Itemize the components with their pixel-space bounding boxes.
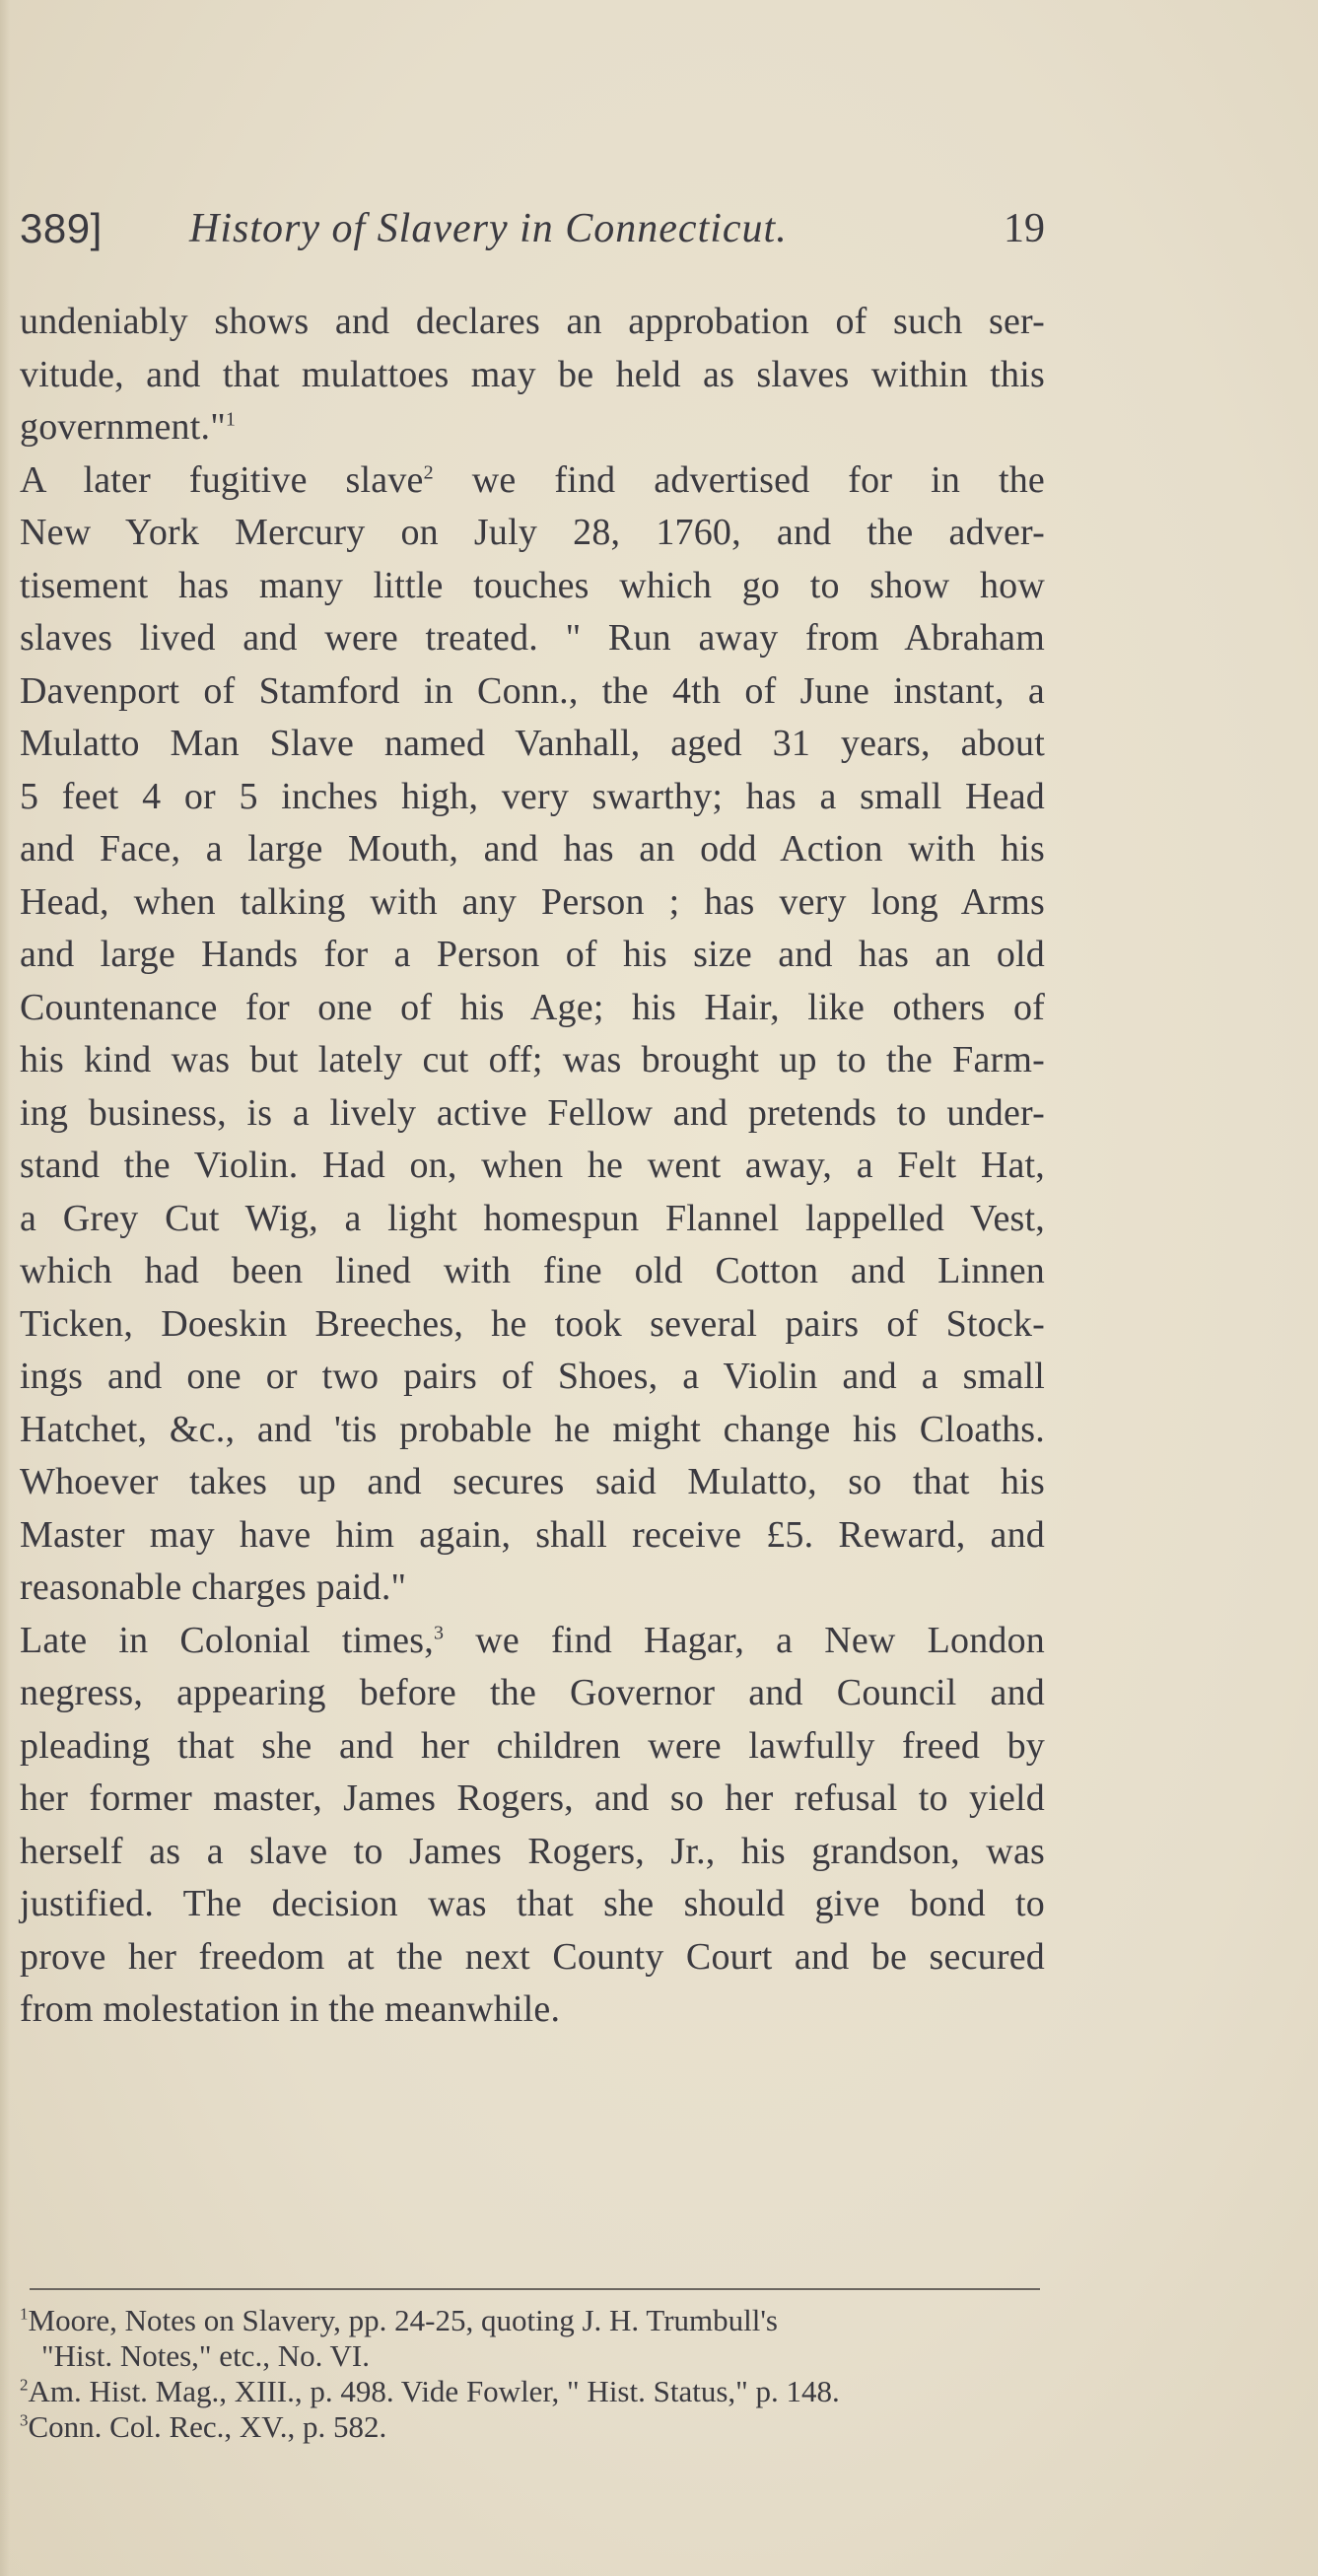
line-text-continued: we find advertised for in the — [433, 458, 1045, 501]
footnote-text: Moore, Notes on Slavery, pp. 24-25, quoting J. H. Trumbull's — [28, 2303, 778, 2337]
line-text: ings and one or two pairs of Shoes, a Violin and a small — [20, 1356, 1045, 1397]
body-text — [20, 296, 1045, 2037]
text-line — [20, 1034, 1045, 1087]
text-line — [20, 1773, 1045, 1826]
text-line — [20, 823, 1045, 876]
text-line — [20, 401, 1045, 454]
text-line — [20, 1667, 1045, 1720]
line-text: A later fugitive slave — [20, 458, 424, 501]
footnote-marker: 2 — [423, 460, 434, 483]
text-line — [20, 1984, 1045, 2037]
text-line — [20, 1140, 1045, 1193]
footnote-number: 2 — [20, 2375, 29, 2395]
text-line — [20, 1720, 1045, 1774]
spine-shadow — [0, 0, 10, 2576]
text-line — [20, 876, 1045, 930]
line-text: slaves lived and were treated. " Run away from Abraham — [20, 617, 1045, 659]
line-text: which had been lined with fine old Cotton and Linnen — [20, 1250, 1045, 1291]
text-line — [20, 771, 1045, 824]
line-text: Hatchet, &c., and 'tis probable he might change his Cloaths. — [20, 1408, 1045, 1450]
page-number: 19 — [1004, 206, 1045, 251]
text-line — [20, 1456, 1045, 1509]
footnote-text: Am. Hist. Mag., XIII., p. 498. Vide Fowler, " Hist. Status," p. 148. — [28, 2374, 840, 2408]
line-text-continued: we find Hagar, a New London — [444, 1619, 1046, 1661]
line-text: Ticken, Doeskin Breeches, he took several pairs of Stock- — [20, 1302, 1045, 1345]
line-text: vitude, and that mulattoes may be held as slaves within this — [20, 353, 1045, 395]
text-line — [20, 296, 1045, 349]
text-line — [20, 1404, 1045, 1457]
line-text: New York Mercury on July 28, 1760, and the adver- — [20, 512, 1045, 553]
footnote-marker: 3 — [433, 1621, 445, 1643]
line-text: prove her freedom at the next County Court and be secured — [20, 1935, 1045, 1978]
running-header — [20, 205, 1045, 264]
header-page-range: 389] — [20, 205, 103, 251]
line-text: Davenport of Stamford in Conn., the 4th of June instant, a — [20, 669, 1045, 712]
text-line — [20, 982, 1045, 1035]
line-text: her former master, James Rogers, and so her refusal to yield — [20, 1777, 1045, 1819]
text-line — [20, 1562, 1045, 1615]
header-title: History of Slavery in Connecticut. — [189, 206, 788, 251]
footnote — [20, 2409, 1045, 2445]
footnote-text: Conn. Col. Rec., XV., p. 582. — [28, 2409, 387, 2444]
footnote-number: 3 — [20, 2410, 29, 2430]
line-text: Master may have him again, shall receive £5. Reward, and — [20, 1513, 1045, 1556]
line-text: from molestation in the meanwhile. — [20, 1988, 561, 2030]
text-line — [20, 1298, 1045, 1352]
line-text: and large Hands for a Person of his size and has an old — [20, 934, 1045, 975]
line-text: justified. The decision was that she should give bond to — [20, 1883, 1045, 1924]
line-text: 5 feet 4 or 5 inches high, very swarthy; has a small Head — [20, 775, 1045, 817]
text-line — [20, 612, 1045, 665]
line-text: Whoever takes up and secures said Mulatto, so that his — [20, 1461, 1045, 1502]
text-line — [20, 1087, 1045, 1141]
line-text: Late in Colonial times, — [20, 1619, 434, 1661]
line-text: reasonable charges paid." — [20, 1566, 407, 1608]
text-line — [20, 1509, 1045, 1563]
text-line — [20, 665, 1045, 719]
line-text: government." — [20, 406, 226, 448]
text-line — [20, 507, 1045, 560]
line-text: herself as a slave to James Rogers, Jr., his grandson, was — [20, 1830, 1045, 1872]
footnote-rule — [30, 2288, 1040, 2290]
footnote-number: 1 — [20, 2304, 29, 2324]
text-line — [20, 1826, 1045, 1879]
text-line — [20, 454, 1045, 508]
text-line — [20, 1878, 1045, 1931]
line-text: stand the Violin. Had on, when he went away, a Felt Hat, — [20, 1145, 1045, 1186]
text-line — [20, 1193, 1045, 1246]
line-text: his kind was but lately cut off; was brought up to the Farm- — [20, 1039, 1045, 1080]
text-line — [20, 1931, 1045, 1984]
line-text: undeniably shows and declares an approbation of such ser- — [20, 301, 1045, 342]
line-text: a Grey Cut Wig, a light homespun Flannel lappelled Vest, — [20, 1197, 1045, 1239]
text-line — [20, 929, 1045, 982]
text-line — [20, 349, 1045, 402]
line-text: negress, appearing before the Governor and Council and — [20, 1672, 1045, 1713]
text-line — [20, 560, 1045, 613]
line-text: ing business, is a lively active Fellow and pretends to under- — [20, 1091, 1045, 1134]
line-text: Mulatto Man Slave named Vanhall, aged 31 years, about — [20, 723, 1045, 764]
text-line — [20, 1351, 1045, 1404]
line-text: Head, when talking with any Person ; has very long Arms — [20, 880, 1045, 923]
footnote — [20, 2338, 1045, 2374]
footnote — [20, 2374, 1045, 2409]
text-line — [20, 1615, 1045, 1668]
line-text: tisement has many little touches which go to show how — [20, 564, 1045, 606]
footnotes — [20, 2303, 1045, 2445]
text-line — [20, 718, 1045, 771]
footnote-text: "Hist. Notes," etc., No. VI. — [41, 2338, 370, 2373]
footnote-marker: 1 — [225, 408, 237, 431]
footnote — [20, 2303, 1045, 2338]
text-line — [20, 1245, 1045, 1298]
line-text: Countenance for one of his Age; his Hair, like others of — [20, 986, 1045, 1028]
line-text: pleading that she and her children were lawfully freed by — [20, 1724, 1045, 1767]
line-text: and Face, a large Mouth, and has an odd Action with his — [20, 828, 1045, 870]
